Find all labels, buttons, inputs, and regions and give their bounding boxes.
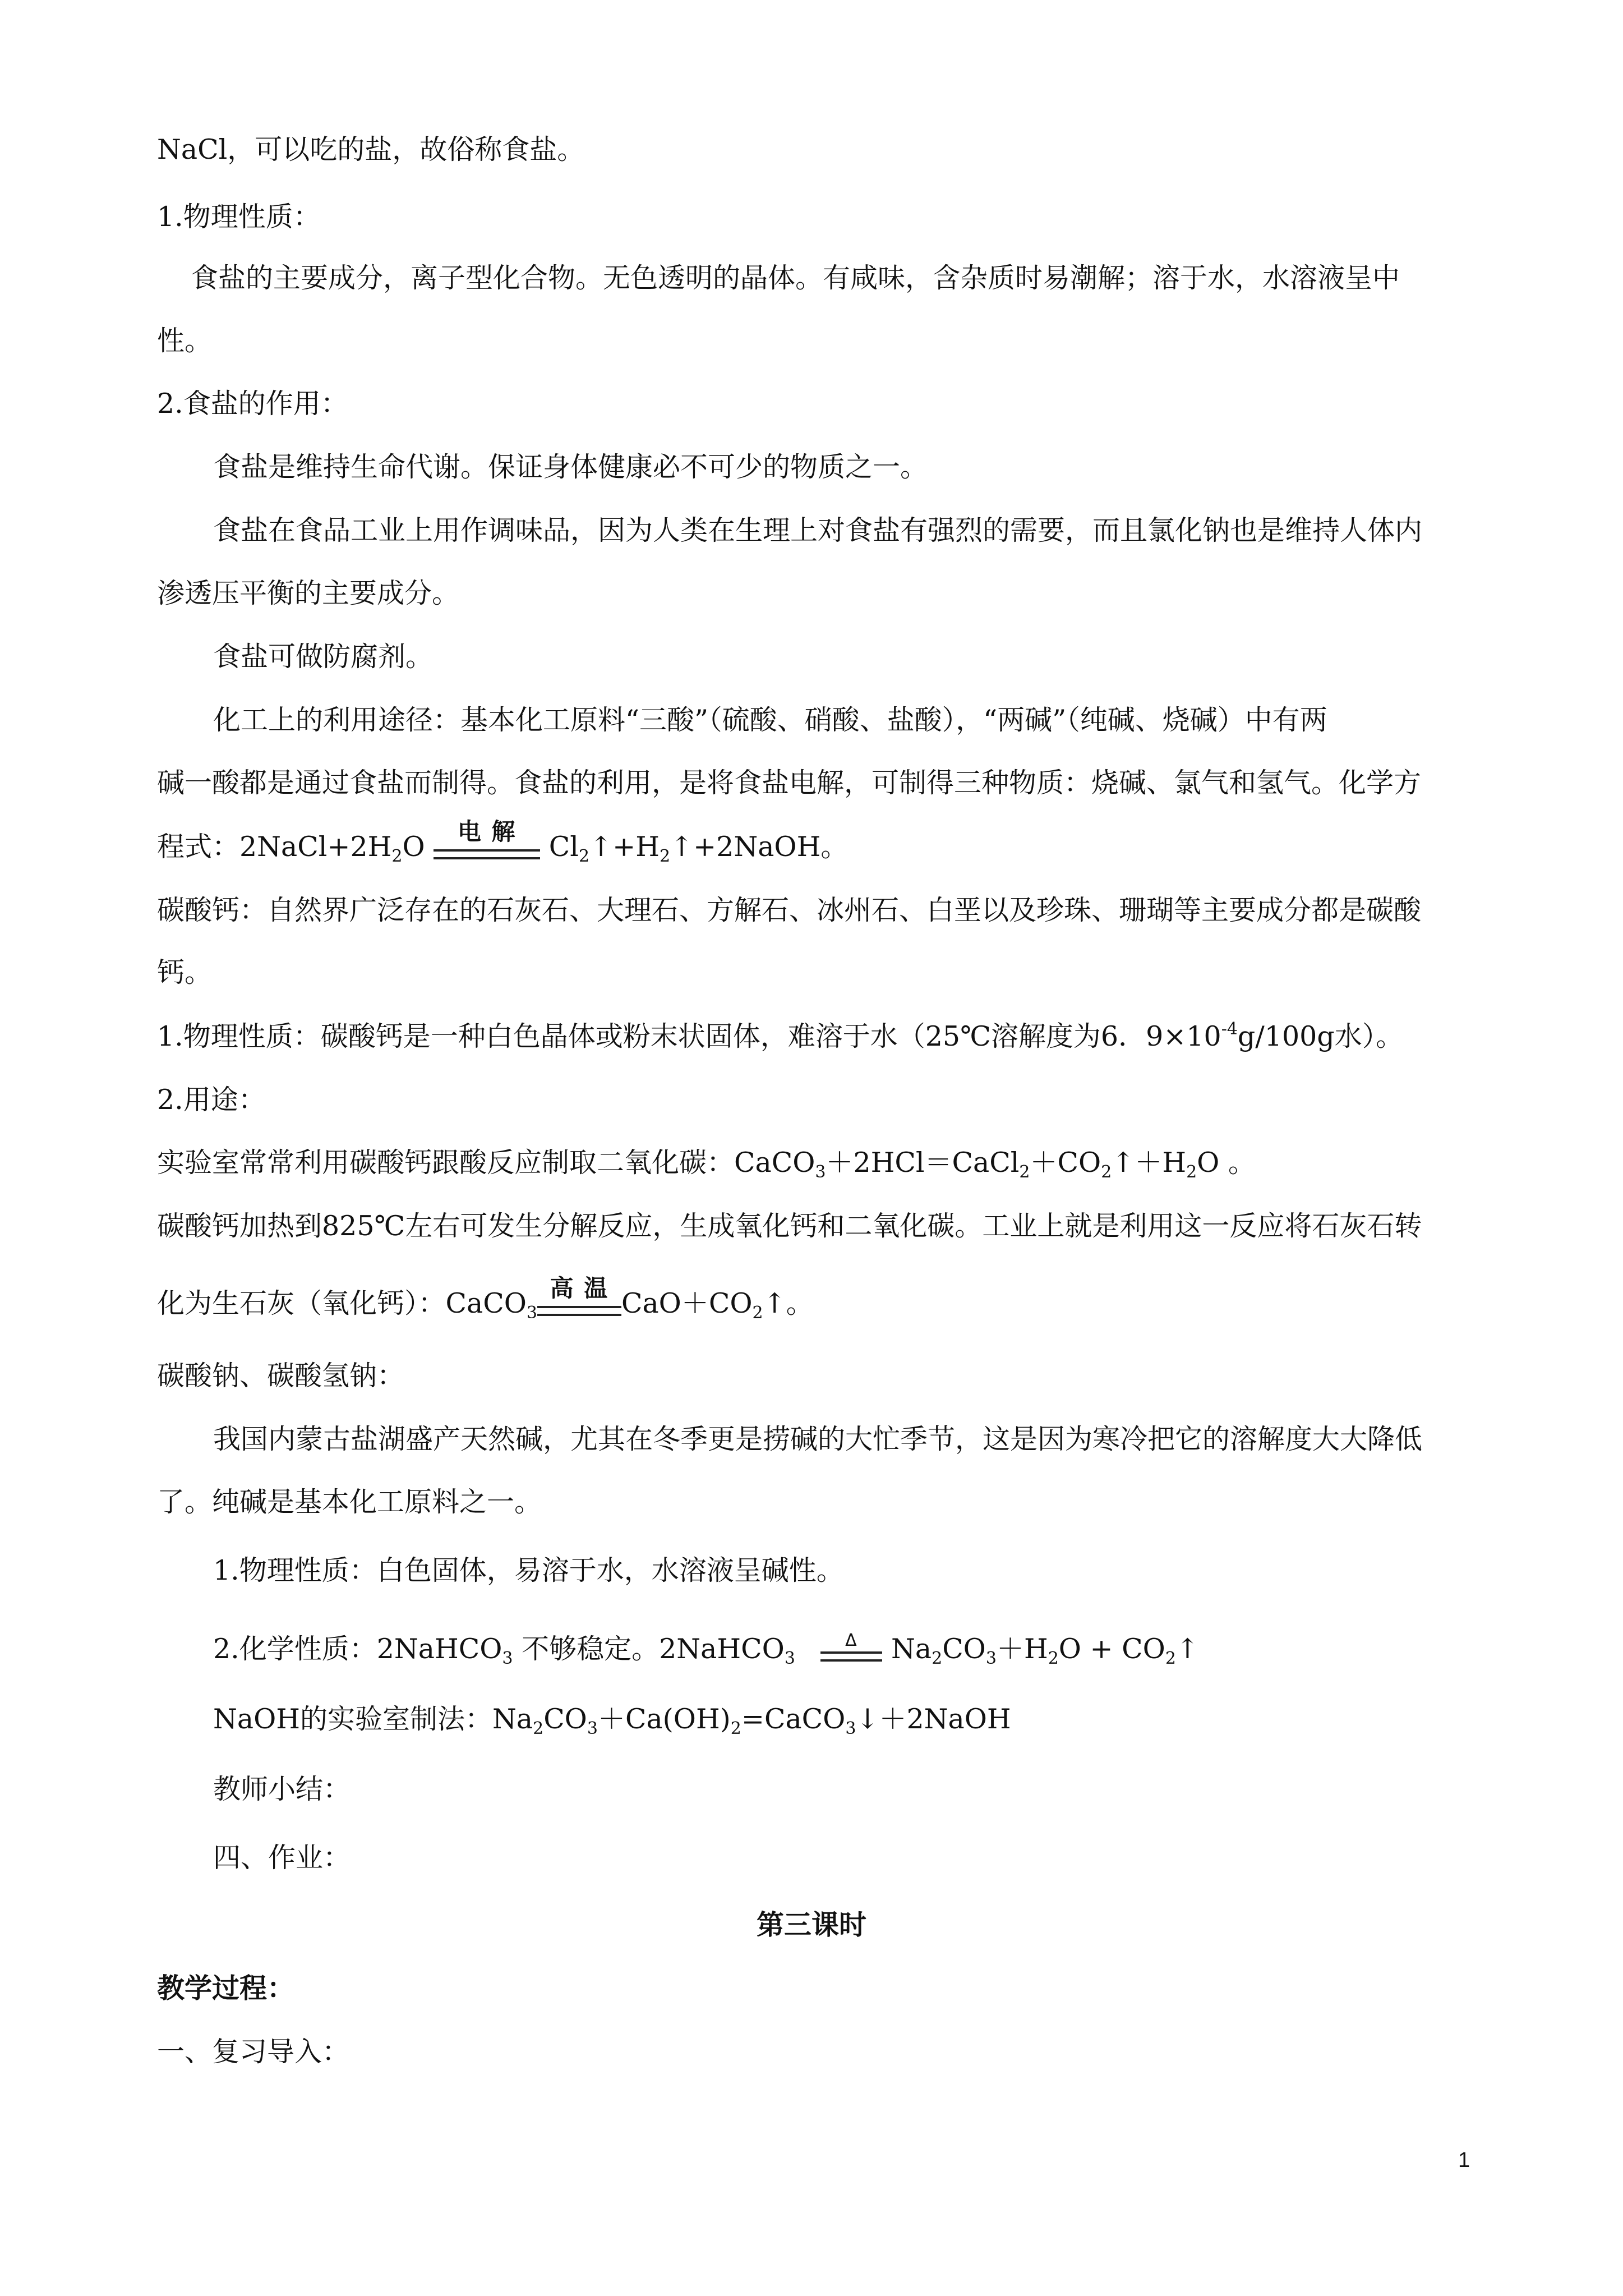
paragraph-salt-metabolism: 食盐是维持生命代谢。保证身体健康必不可少的物质之一。 xyxy=(213,451,928,483)
paragraph-caco3-decomposition: 碳酸钙加热到825℃左右可发生分解反应，生成氧化钙和二氧化碳。工业上就是利用这一反应将石灰石转 xyxy=(157,1210,1422,1242)
paragraph-salt-properties-cont: 性。 xyxy=(157,325,213,357)
section-physical-properties: 1.物理性质： xyxy=(157,201,321,233)
paragraph-nacl-intro: NaCl，可以吃的盐，故俗称食盐。 xyxy=(157,134,585,165)
teacher-summary: 教师小结： xyxy=(213,1773,351,1805)
paragraph-salt-properties: 食盐的主要成分，离子型化合物。无色透明的晶体。有咸味，含杂质时易潮解；溶于水，水溶液呈中 xyxy=(191,262,1400,294)
condition-heat-delta: Δ xyxy=(845,1631,858,1650)
reaction-arrow-electrolysis xyxy=(434,818,540,864)
condition-high-temp: 高 温 xyxy=(550,1274,609,1302)
paragraph-chemical-industry: 化工上的利用途径：基本化工原料“三酸”（硫酸、硝酸、盐酸），“两碱”（纯碱、烧碱）中有两 xyxy=(213,704,1327,736)
section-sodium-carbonate: 碳酸钠、碳酸氢钠： xyxy=(157,1360,405,1392)
paragraph-calcium-carbonate-cont: 钙。 xyxy=(157,956,213,988)
review-introduction: 一、复习导入： xyxy=(157,2036,350,2068)
paragraph-natural-soda: 我国内蒙古盐湖盛产天然碱，尤其在冬季更是捞碱的大忙季节，这是因为寒冷把它的溶解度大大降低 xyxy=(213,1423,1423,1455)
equation-nahco3-decomposition: 2.化学性质：2NaHCO$_3$ 不够稳定。2NaHCO$_3$ Δ $Na_2CO_3+H_2O$ + $CO_2↑$ xyxy=(213,1632,1199,1666)
paragraph-calcium-carbonate: 碳酸钙：自然界广泛存在的石灰石、大理石、方解石、冰州石、白垩以及珍珠、珊瑚等主要成分都是碳酸 xyxy=(157,894,1422,926)
paragraph-chemical-industry-cont: 碱一酸都是通过食盐而制得。食盐的利用，是将食盐电解，可制得三种物质：烧碱、氯气和氢气。化学方 xyxy=(157,767,1422,799)
paragraph-salt-food: 食盐在食品工业上用作调味品，因为人类在生理上对食盐有强烈的需要，而且氯化钠也是维持人体内 xyxy=(213,514,1423,546)
section-salt-uses: 2.食盐的作用： xyxy=(157,388,348,420)
equation-high-temperature: 化为生石灰（氧化钙）：CaCO$_3$ 高 温 $CaO+CO_2↑$。 xyxy=(157,1274,814,1323)
reaction-arrow-high-temp xyxy=(537,1274,621,1320)
page-number: 1 xyxy=(1458,2148,1470,2172)
paragraph-salt-food-cont: 渗透压平衡的主要成分。 xyxy=(157,577,460,609)
equation-naoh-preparation: NaOH的实验室制法：$Na_2CO_3+Ca(OH)_2=CaCO_3↓+2NaOH$ xyxy=(213,1703,1011,1738)
reaction-arrow-heat xyxy=(820,1631,882,1666)
equation-caco3-hcl: 实验室常常利用碳酸钙跟酸反应制取二氧化碳：$CaCO_3+2HCl=CaCl_2+CO_2↑+H_2O$ 。 xyxy=(157,1147,1256,1182)
section-uses: 2.用途： xyxy=(157,1084,266,1116)
lesson-heading: 第三课时 xyxy=(756,1909,866,1941)
teaching-process-heading: 教学过程： xyxy=(157,1972,295,2004)
paragraph-caco3-physical: 1.物理性质：碳酸钙是一种白色晶体或粉末状固体，难溶于水（25℃溶解度为6．$9\times 10^{-4}g/100g$水）。 xyxy=(157,1019,1404,1052)
paragraph-natural-soda-cont: 了。纯碱是基本化工原料之一。 xyxy=(157,1486,542,1518)
paragraph-soda-physical: 1.物理性质：白色固体，易溶于水，水溶液呈碱性。 xyxy=(213,1554,844,1586)
paragraph-salt-preservative: 食盐可做防腐剂。 xyxy=(213,641,434,673)
equation-electrolysis: 程式：$2NaCl+2H_2O$ 电 解 $Cl_2↑+H_2↑+2NaOH$。 xyxy=(157,818,849,866)
condition-electrolysis: 电 解 xyxy=(457,818,517,845)
homework-heading: 四、作业： xyxy=(213,1842,351,1874)
